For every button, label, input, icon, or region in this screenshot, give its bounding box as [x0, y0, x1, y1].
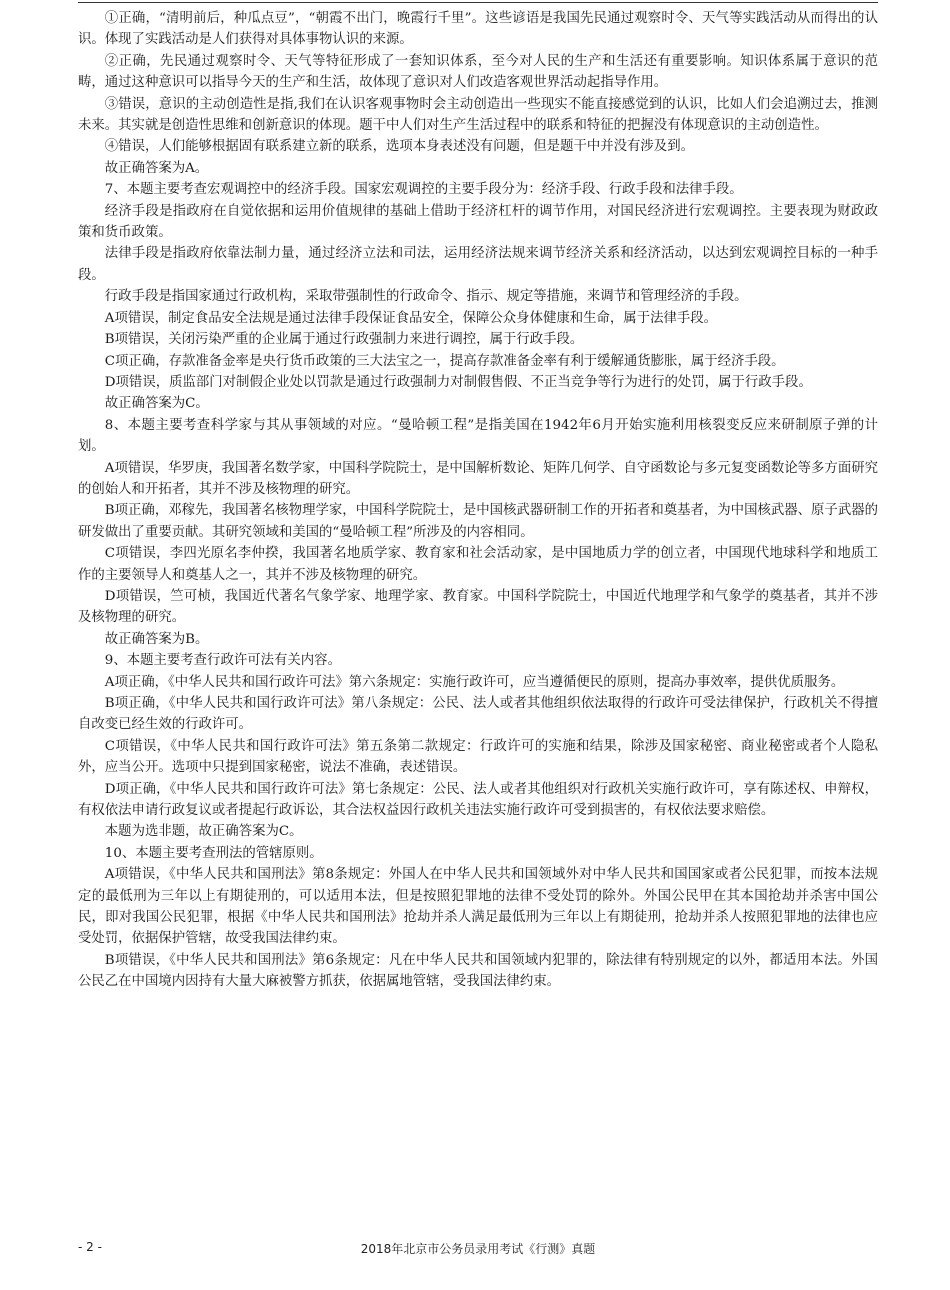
paragraph: C项错误，李四光原名李仲揆，我国著名地质学家、教育家和社会活动家，是中国地质力学的创立者，中国现代地球科学和地质工作的主要领导人和奠基人之一，其并不涉及核物理的研究。	[78, 546, 878, 583]
paragraph: 8、本题主要考查科学家与其从事领域的对应。“曼哈顿工程”是指美国在1942年6月开始实施利用核裂变反应来研制原子弹的计划。	[78, 417, 878, 455]
paragraph: 7、本题主要考查宏观调控中的经济手段。国家宏观调控的主要手段分为：经济手段、行政手段和法律手段。	[104, 182, 743, 198]
paragraph: ②正确，先民通过观察时令、天气等特征形成了一套知识体系，至今对人民的生产和生活还有重要影响。知识体系属于意识的范畴，通过这种意识可以指导今天的生产和生活，故体现了意识对人们改造客观世界活动起指导作用。	[78, 53, 878, 91]
paragraph: 经济手段是指政府在自觉依据和运用价值规律的基础上借助于经济杠杆的调节作用，对国民经济进行宏观调控。主要表现为财政政策和货币政策。	[78, 203, 878, 241]
paragraph: 本题为选非题，故正确答案为C。	[104, 824, 303, 840]
page-body	[78, 8, 878, 1213]
document-title: 2018年北京市公务员录用考试《行测》真题	[360, 1242, 596, 1256]
paragraph: C项正确，存款准备金率是央行货币政策的三大法宝之一，提高存款准备金率有利于缓解通货膨胀，属于经济手段。	[104, 353, 785, 369]
paragraph: D项正确，《中华人民共和国行政许可法》第七条规定：公民、法人或者其他组织对行政机关实施行政许可，享有陈述权、申辩权，有权依法申请行政复议或者提起行政诉讼，其合法权益因行政机关违法实施行政许可受到损害的，有权依法要求赔偿。	[78, 781, 878, 819]
paragraph: 故正确答案为B。	[104, 631, 209, 647]
header-rule	[78, 2, 878, 3]
paragraph: 故正确答案为C。	[104, 396, 209, 412]
paragraph: 10、本题主要考查刑法的管辖原则。	[104, 845, 323, 861]
paragraph: 法律手段是指政府依靠法制力量，通过经济立法和司法，运用经济法规来调节经济关系和经济活动，以达到宏观调控目标的一种手段。	[78, 246, 878, 283]
paragraph: 行政手段是指国家通过行政机构，采取带强制性的行政命令、指示、规定等措施，来调节和管理经济的手段。	[104, 289, 748, 305]
paragraph: ④错误，人们能够根据固有联系建立新的联系，选项本身表述没有问题，但是题干中并没有涉及到。	[104, 139, 694, 155]
paragraph: B项正确，邓稼先，我国著名核物理学家，中国科学院院士，是中国核武器研制工作的开拓者和奠基者，为中国核武器、原子武器的研发做出了重要贡献。其研究领域和美国的“曼哈顿工程”所涉及的内容相同。	[78, 503, 878, 540]
paragraph: 9、本题主要考查行政许可法有关内容。	[104, 653, 341, 669]
paragraph: 故正确答案为A。	[104, 160, 209, 176]
paragraph: B项错误，《中华人民共和国刑法》第6条规定：凡在中华人民共和国领域内犯罪的，除法律有特别规定的以外，都适用本法。外国公民乙在中国境内因持有大量大麻被警方抓获，依据属地管辖，受我国法律约束。	[78, 952, 878, 990]
page-number: - 2 -	[78, 1240, 102, 1254]
paragraph: B项错误，关闭污染严重的企业属于通过行政强制力来进行调控，属于行政手段。	[104, 332, 584, 348]
paragraph: ③错误，意识的主动创造性是指,我们在认识客观事物时会主动创造出一些现实不能直接感觉到的认识，比如人们会追溯过去，推测未来。其实就是创造性思维和创新意识的体现。题干中人们对生产生活过程中的联系和特征的把握没有体现意识的主动创造性。	[78, 96, 878, 134]
paragraph: C项错误，《中华人民共和国行政许可法》第五条第二款规定：行政许可的实施和结果，除涉及国家秘密、商业秘密或者个人隐私外，应当公开。选项中只提到国家秘密，说法不准确，表述错误。	[78, 738, 878, 776]
paragraph: D项错误，竺可桢，我国近代著名气象学家、地理学家、教育家。中国科学院院士，中国近代地理学和气象学的奠基者，其并不涉及核物理的研究。	[78, 588, 878, 626]
paragraph: ①正确，“清明前后，种瓜点豆”，“朝霞不出门，晚霞行千里”。这些谚语是我国先民通过观察时令、天气等实践活动从而得出的认识。体现了实践活动是人们获得对具体事物认识的来源。	[78, 11, 878, 48]
page-footer	[78, 1240, 878, 1258]
paragraph: B项正确，《中华人民共和国行政许可法》第八条规定：公民、法人或者其他组织依法取得的行政许可受法律保护，行政机关不得擅自改变已经生效的行政许可。	[78, 696, 878, 733]
paragraph: A项错误，华罗庚，我国著名数学家，中国科学院院士，是中国解析数论、矩阵几何学、自守函数论与多元复变函数论等多方面研究的创始人和开拓者，其并不涉及核物理的研究。	[78, 460, 878, 497]
paragraph: A项错误，制定食品安全法规是通过法律手段保证食品安全，保障公众身体健康和生命，属于法律手段。	[104, 310, 718, 326]
paragraph: A项正确，《中华人民共和国行政许可法》第六条规定：实施行政许可，应当遵循便民的原则，提高办事效率，提供优质服务。	[104, 674, 845, 690]
paragraph: D项错误，质监部门对制假企业处以罚款是通过行政强制力对制假售假、不正当竞争等行为进行的处罚，属于行政手段。	[104, 374, 812, 390]
paragraph: A项错误，《中华人民共和国刑法》第8条规定：外国人在中华人民共和国领域外对中华人民共和国国家或者公民犯罪，而按本法规定的最低刑为三年以上有期徒刑的，可以适用本法，但是按照犯罪地的法律不受处罚的除外。外国公民甲在其本国抢劫并杀害中国公民，即对我国公民犯罪，根据《中华人民共和国刑法》抢劫并杀人满足最低刑为三年以上有期徒刑，抢劫并杀人按照犯罪地的法律也应受处罚，依据保护管辖，故受我国法律约束。	[78, 867, 878, 947]
